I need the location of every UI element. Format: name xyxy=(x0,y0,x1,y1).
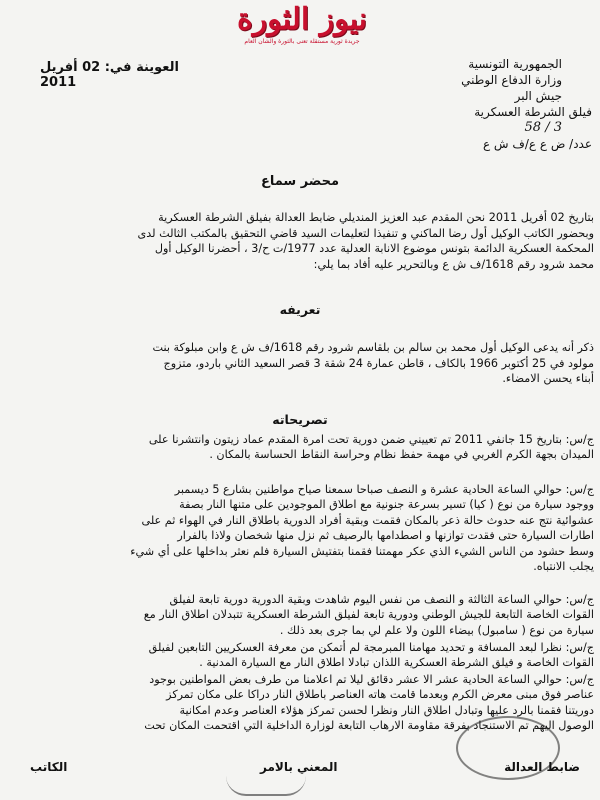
statements-heading: تصريحاته xyxy=(272,412,328,427)
statement-line: ج/س: حوالي الساعة الحادية عشرة و النصف صباحا سمعنا صياح مواطنين بشارع 5 ديسمبر xyxy=(174,483,594,496)
intro-paragraph xyxy=(4,210,594,272)
signature-clerk: الكاتب xyxy=(30,760,68,774)
header-ministry: وزارة الدفاع الوطني xyxy=(461,73,562,87)
signature-row xyxy=(0,760,600,780)
header-republic: الجمهورية التونسية xyxy=(468,57,562,71)
header-army: جيش البر xyxy=(514,89,562,103)
statement-line: الميدان بجهة الكرم الغربي في مهمة حفظ نظام وحراسة النقاط الحساسة بالمكان . xyxy=(209,448,594,462)
statement-line: ج/س: حوالي الساعة الحادية عشر الا عشر دقائق ليلا تم اعلامنا من طرف بعض المواطنين بوجود xyxy=(149,673,594,686)
statement-line: عشوائية نتج عنه حدوث حالة ذعر بالمكان فقمت وبقية أفراد الدورية باطلاق النار في الهواء ثم على xyxy=(141,513,594,527)
statement-line: سيارة من نوع ( سامبول) بيضاء اللون ولا علم لي بما جرى بعد ذلك . xyxy=(279,623,594,637)
statement-line: ووجود سيارة من نوع ( كيا) تسير بسرعة جنونية مع اطلاق الموجودين على متنها النار بصفة xyxy=(179,498,594,512)
issuer-header xyxy=(352,56,592,152)
statement-line: الوصول اليهم تم الاستنجاد بفرقة مقاومة الارهاب التابعة لوزارة الداخلية التي اقتحمت المكان تحت xyxy=(144,719,594,733)
identification-paragraph xyxy=(4,340,594,387)
statement-block xyxy=(4,482,594,574)
intro-line: بتاريخ 02 أفريل 2011 نحن المقدم عبد العزيز المنديلي ضابط العدالة بفيلق الشرطة العسكرية xyxy=(158,211,594,224)
statement-line: عناصر فوق مبنى معرض الكرم وبعدما قامت هاته العناصر باطلاق النار دراكا على مكان تمركز xyxy=(166,688,594,702)
identification-line: ذكر أنه يدعى الوكيل أول محمد بن سالم بن بلقاسم شرود رقم 1618/ف ش ع وابن مبلوكة بنت xyxy=(152,341,594,354)
logo-tagline: جريدة ثورية مستقلة تعنى بالثورة والشأن العام xyxy=(244,38,360,45)
signature-officer: ضابط العدالة xyxy=(504,760,580,774)
logo-wordmark: نيوز الثورة xyxy=(236,2,368,37)
identification-heading: تعريفه xyxy=(279,302,321,317)
statement-line: القوات الخاصة التابعة للجيش الوطني ودورية تابعة لفيلق الشرطة العسكرية تتبدلان اطلاق النار مع xyxy=(143,608,594,622)
statement-line: ج/س: نظرا لبعد المسافة و تحديد مهامنا المبرمجة لم أتمكن من معرفة العسكريين التابعين لفيلق xyxy=(148,641,594,654)
statement-line: القوات الخاصة و فيلق الشرطة العسكرية اللذان تبادلا اطلاق النار مع السيارة المدنية . xyxy=(199,656,594,670)
place-date: العوينة في: 02 أفريل 2011 xyxy=(40,60,179,90)
intro-line: محمد شرود رقم 1618/ف ش ع وبالتحرير عليه أفاد بما يلي: xyxy=(313,257,594,271)
statement-line: يجلب الانتباه. xyxy=(533,560,594,574)
statement-block xyxy=(4,640,594,671)
intro-line: وبحضور الكاتب الوكيل أول رضا الماكني و تنفيذا لتعليمات السيد قاضي التحقيق بالمكتب الثالث لدى xyxy=(137,226,594,240)
handwritten-number: 3 / 58 xyxy=(524,120,562,135)
statement-line: ج/س: بتاريخ 15 جانفي 2011 تم تعييني ضمن دورية تحت امرة المقدم عماد زيتون وانتشرنا على xyxy=(148,433,594,446)
signature-concerned: المعني بالامر xyxy=(260,760,338,774)
header-reference: عدد/ ض ع ع/ف ش ع xyxy=(482,137,592,151)
identification-line: أبناء يحسن الامضاء. xyxy=(502,372,594,386)
intro-line: المحكمة العسكرية الدائمة بتونس موضوع الانابة العدلية عدد 1977/ت ح/3 ، أحضرنا الوكيل أول xyxy=(154,242,594,256)
statement-block xyxy=(4,432,594,463)
statement-line: اطارات السيارة حتى فقدت توازنها و اصطدامها بالرصيف ثم نزل منها شخصان ولاذا بالفرار xyxy=(177,529,594,543)
statement-line: دوريتنا فقمنا بالرد عليها وتبادل اطلاق النار ونظرا لحسن تمركز هؤلاء العناصر وعدم امكانية xyxy=(179,703,594,717)
document-title: محضر سماع xyxy=(260,174,340,189)
statement-line: ج/س: حوالي الساعة الثالثة و النصف من نفس اليوم شاهدت وبقية الدورية دورية تابعة لفيلق xyxy=(169,593,594,606)
statement-block xyxy=(4,592,594,638)
identification-line: مولود في 25 أكتوبر 1966 بالكاف ، قاطن عمارة 24 شقة 3 قصر السعيد الثاني باردو، متزوج xyxy=(163,356,594,370)
newspaper-logo xyxy=(212,2,392,54)
statement-line: وسط حشود من الناس الشيء الذي عكر مهمتنا فقمنا بتفتيش السيارة فلم نعثر بداخلها على أي شيء xyxy=(130,544,594,558)
header-corps: فيلق الشرطة العسكرية xyxy=(474,105,592,119)
